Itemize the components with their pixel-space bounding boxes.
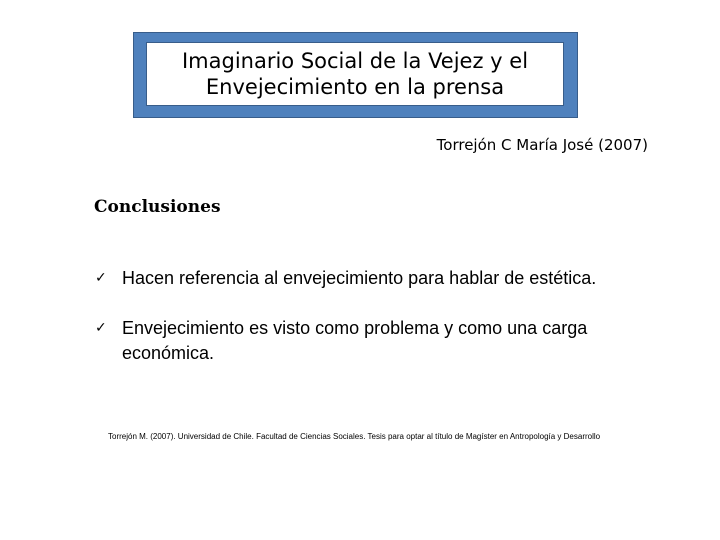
reference-footnote: Torrejón M. (2007). Universidad de Chile. Facultad de Ciencias Sociales. Tesis para optar al título de Magíster en Antropología y Desarrollo — [108, 432, 601, 441]
bullet-text: Envejecimiento es visto como problema y como una carga económica. — [122, 318, 588, 363]
checkmark-icon: ✓ — [95, 320, 107, 336]
bullet-item — [95, 316, 655, 366]
bullet-text: Hacen referencia al envejecimiento para hablar de estética. — [122, 268, 597, 288]
section-heading: Conclusiones — [94, 197, 221, 217]
title-box — [146, 42, 564, 106]
title-line-1: Imaginario Social de la Vejez y el — [181, 49, 529, 73]
checkmark-icon: ✓ — [95, 270, 107, 286]
bullet-item — [95, 266, 655, 291]
author-citation: Torrejón C María José (2007) — [436, 136, 648, 154]
title-line-2: Envejecimiento en la prensa — [205, 75, 505, 99]
